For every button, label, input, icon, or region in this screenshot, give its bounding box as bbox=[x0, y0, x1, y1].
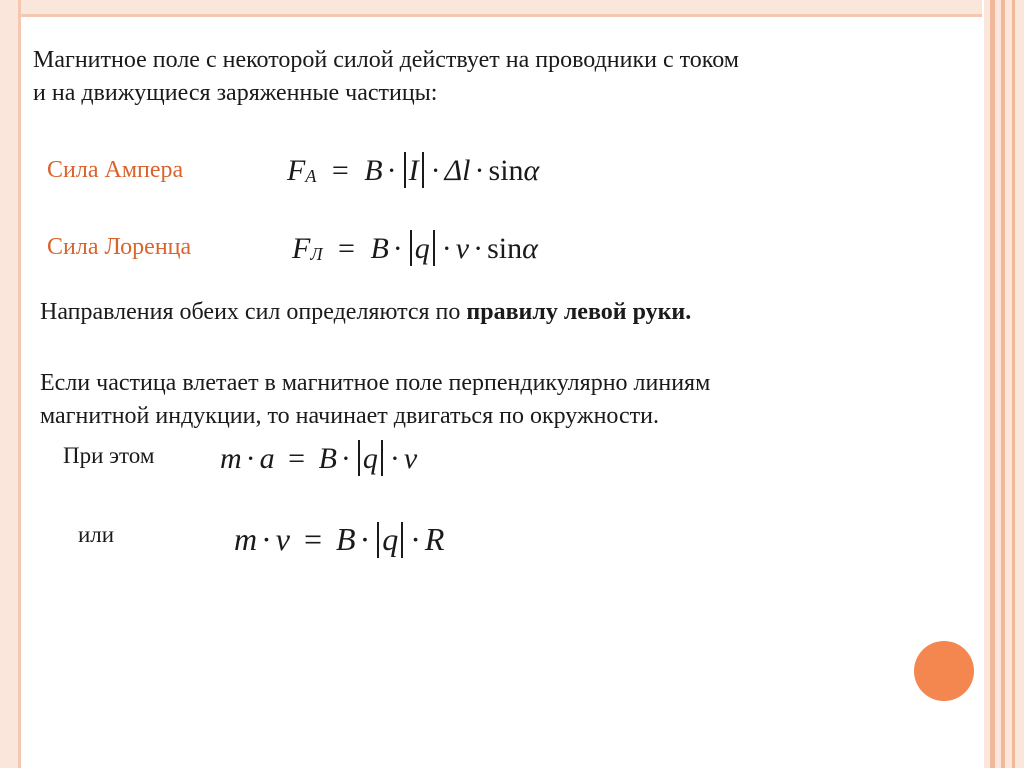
symbol-v: v bbox=[403, 442, 418, 475]
equals-sign: = bbox=[338, 232, 355, 265]
symbol-m: m bbox=[220, 442, 242, 475]
equals-sign: = bbox=[303, 521, 323, 557]
ampere-force-label: Сила Ампера bbox=[47, 157, 184, 183]
intro-line-2: и на движущиеся заряженные частицы: bbox=[33, 80, 438, 106]
symbol-B: B bbox=[318, 442, 337, 475]
eq2-label: или bbox=[78, 522, 115, 547]
equals-sign: = bbox=[288, 442, 306, 475]
accent-circle bbox=[914, 641, 974, 701]
circle-line-1: Если частица влетает в магнитное поле перпендикулярно линиям bbox=[40, 370, 711, 396]
dot-operator: · bbox=[410, 521, 421, 557]
lorentz-force-label: Сила Лоренца bbox=[47, 234, 192, 260]
symbol-F: F bbox=[287, 154, 306, 187]
symbol-alpha: α bbox=[522, 232, 538, 265]
slide-frame-left bbox=[0, 0, 21, 768]
symbol-v: v bbox=[455, 232, 470, 265]
dot-operator: · bbox=[430, 154, 441, 187]
equals-sign: = bbox=[331, 154, 349, 187]
symbol-delta-l: Δl bbox=[444, 154, 471, 187]
dot-operator: · bbox=[359, 521, 371, 557]
circle-line-2: магнитной индукции, то начинает двигаться по окружности. bbox=[40, 403, 659, 429]
rule-text: Направления обеих сил определяются по bbox=[40, 299, 467, 325]
frame-stripe bbox=[990, 0, 995, 768]
symbol-alpha: α bbox=[523, 154, 540, 187]
ampere-formula bbox=[287, 152, 539, 188]
left-hand-rule-sentence bbox=[40, 296, 691, 328]
abs-bar bbox=[401, 522, 403, 558]
abs-bar bbox=[422, 152, 424, 188]
symbol-R: R bbox=[424, 521, 445, 557]
slide-frame-top bbox=[0, 0, 982, 17]
eq2-formula bbox=[234, 521, 444, 558]
symbol-q: q bbox=[414, 232, 430, 265]
dot-operator: · bbox=[261, 521, 272, 557]
dot-operator: · bbox=[441, 232, 452, 265]
lorentz-formula bbox=[292, 230, 538, 266]
symbol-a: a bbox=[259, 442, 275, 475]
abs-bar bbox=[404, 152, 406, 188]
dot-operator: · bbox=[386, 154, 397, 187]
symbol-B: B bbox=[364, 154, 383, 187]
subscript-A: A bbox=[305, 166, 317, 186]
abs-bar bbox=[358, 440, 360, 476]
symbol-B: B bbox=[336, 521, 356, 557]
slide-frame-right bbox=[984, 0, 1024, 768]
dot-operator: · bbox=[392, 232, 403, 265]
rule-bold: правилу левой руки. bbox=[466, 299, 692, 325]
abs-bar bbox=[433, 230, 435, 266]
sin-function: sin bbox=[488, 154, 524, 187]
eq1-formula bbox=[220, 440, 417, 476]
frame-stripe bbox=[1001, 0, 1005, 768]
intro-line-1: Магнитное поле с некоторой силой действует на проводники с током bbox=[33, 47, 739, 73]
dot-operator: · bbox=[340, 442, 351, 475]
symbol-B: B bbox=[370, 232, 389, 265]
frame-stripe bbox=[1012, 0, 1015, 768]
symbol-q: q bbox=[382, 521, 399, 557]
dot-operator: · bbox=[245, 442, 256, 475]
symbol-v: v bbox=[275, 521, 290, 557]
dot-operator: · bbox=[473, 232, 484, 265]
symbol-m: m bbox=[234, 521, 258, 557]
dot-operator: · bbox=[474, 154, 485, 187]
subscript-L: Л bbox=[310, 244, 323, 264]
abs-bar bbox=[381, 440, 383, 476]
symbol-F: F bbox=[292, 232, 311, 265]
abs-bar bbox=[377, 522, 379, 558]
symbol-I: I bbox=[408, 154, 419, 187]
symbol-q: q bbox=[362, 442, 378, 475]
sin-function: sin bbox=[487, 232, 523, 265]
dot-operator: · bbox=[389, 442, 400, 475]
abs-bar bbox=[410, 230, 412, 266]
eq1-label: При этом bbox=[63, 443, 155, 468]
